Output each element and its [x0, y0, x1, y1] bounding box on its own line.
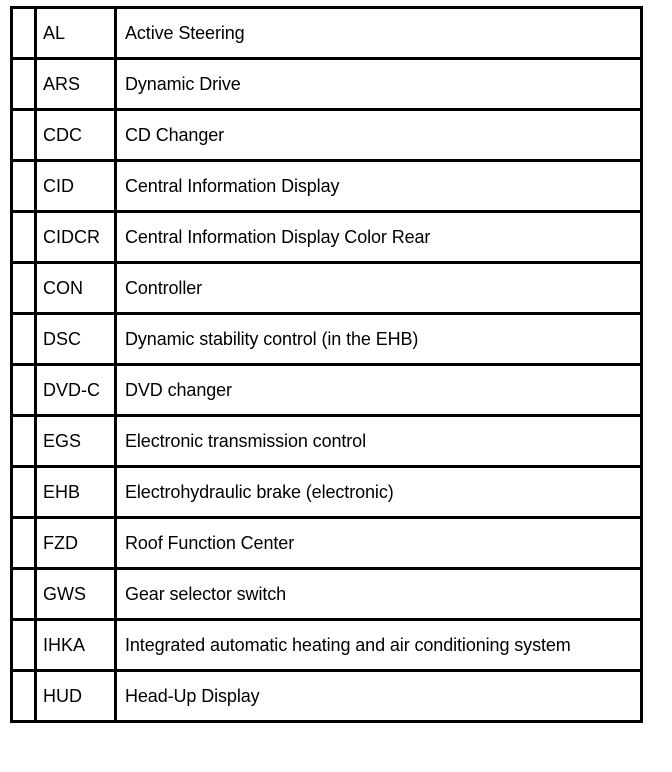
row-marker-cell — [12, 212, 36, 263]
abbreviation-cell: EHB — [36, 467, 116, 518]
description-cell: Dynamic Drive — [116, 59, 642, 110]
table-row — [12, 416, 642, 467]
abbreviation-cell: CDC — [36, 110, 116, 161]
description-cell: Electrohydraulic brake (electronic) — [116, 467, 642, 518]
description-cell: Controller — [116, 263, 642, 314]
table-row — [12, 467, 642, 518]
abbreviation-cell: FZD — [36, 518, 116, 569]
row-marker-cell — [12, 110, 36, 161]
row-marker-cell — [12, 671, 36, 722]
abbreviation-table — [10, 6, 643, 723]
table-row — [12, 212, 642, 263]
description-cell: CD Changer — [116, 110, 642, 161]
abbreviation-table-body — [12, 8, 642, 722]
row-marker-cell — [12, 569, 36, 620]
description-cell: Central Information Display Color Rear — [116, 212, 642, 263]
abbreviation-cell: CID — [36, 161, 116, 212]
abbreviation-cell: AL — [36, 8, 116, 59]
row-marker-cell — [12, 263, 36, 314]
table-row — [12, 518, 642, 569]
row-marker-cell — [12, 467, 36, 518]
row-marker-cell — [12, 314, 36, 365]
description-cell: Gear selector switch — [116, 569, 642, 620]
table-row — [12, 8, 642, 59]
abbreviation-cell: EGS — [36, 416, 116, 467]
row-marker-cell — [12, 8, 36, 59]
abbreviation-cell: DSC — [36, 314, 116, 365]
description-cell: Integrated automatic heating and air conditioning system — [116, 620, 642, 671]
description-cell: Central Information Display — [116, 161, 642, 212]
table-row — [12, 314, 642, 365]
table-row — [12, 161, 642, 212]
description-cell: DVD changer — [116, 365, 642, 416]
table-row — [12, 110, 642, 161]
row-marker-cell — [12, 416, 36, 467]
table-row — [12, 620, 642, 671]
description-cell: Dynamic stability control (in the EHB) — [116, 314, 642, 365]
table-row — [12, 59, 642, 110]
description-cell: Electronic transmission control — [116, 416, 642, 467]
abbreviation-cell: ARS — [36, 59, 116, 110]
description-cell: Active Steering — [116, 8, 642, 59]
abbreviation-cell: CON — [36, 263, 116, 314]
table-row — [12, 263, 642, 314]
table-row — [12, 569, 642, 620]
abbreviation-cell: GWS — [36, 569, 116, 620]
table-row — [12, 671, 642, 722]
row-marker-cell — [12, 59, 36, 110]
abbreviation-cell: HUD — [36, 671, 116, 722]
row-marker-cell — [12, 620, 36, 671]
table-row — [12, 365, 642, 416]
abbreviation-cell: IHKA — [36, 620, 116, 671]
description-cell: Roof Function Center — [116, 518, 642, 569]
row-marker-cell — [12, 161, 36, 212]
abbreviation-cell: CIDCR — [36, 212, 116, 263]
abbreviation-cell: DVD-C — [36, 365, 116, 416]
row-marker-cell — [12, 365, 36, 416]
description-cell: Head-Up Display — [116, 671, 642, 722]
row-marker-cell — [12, 518, 36, 569]
